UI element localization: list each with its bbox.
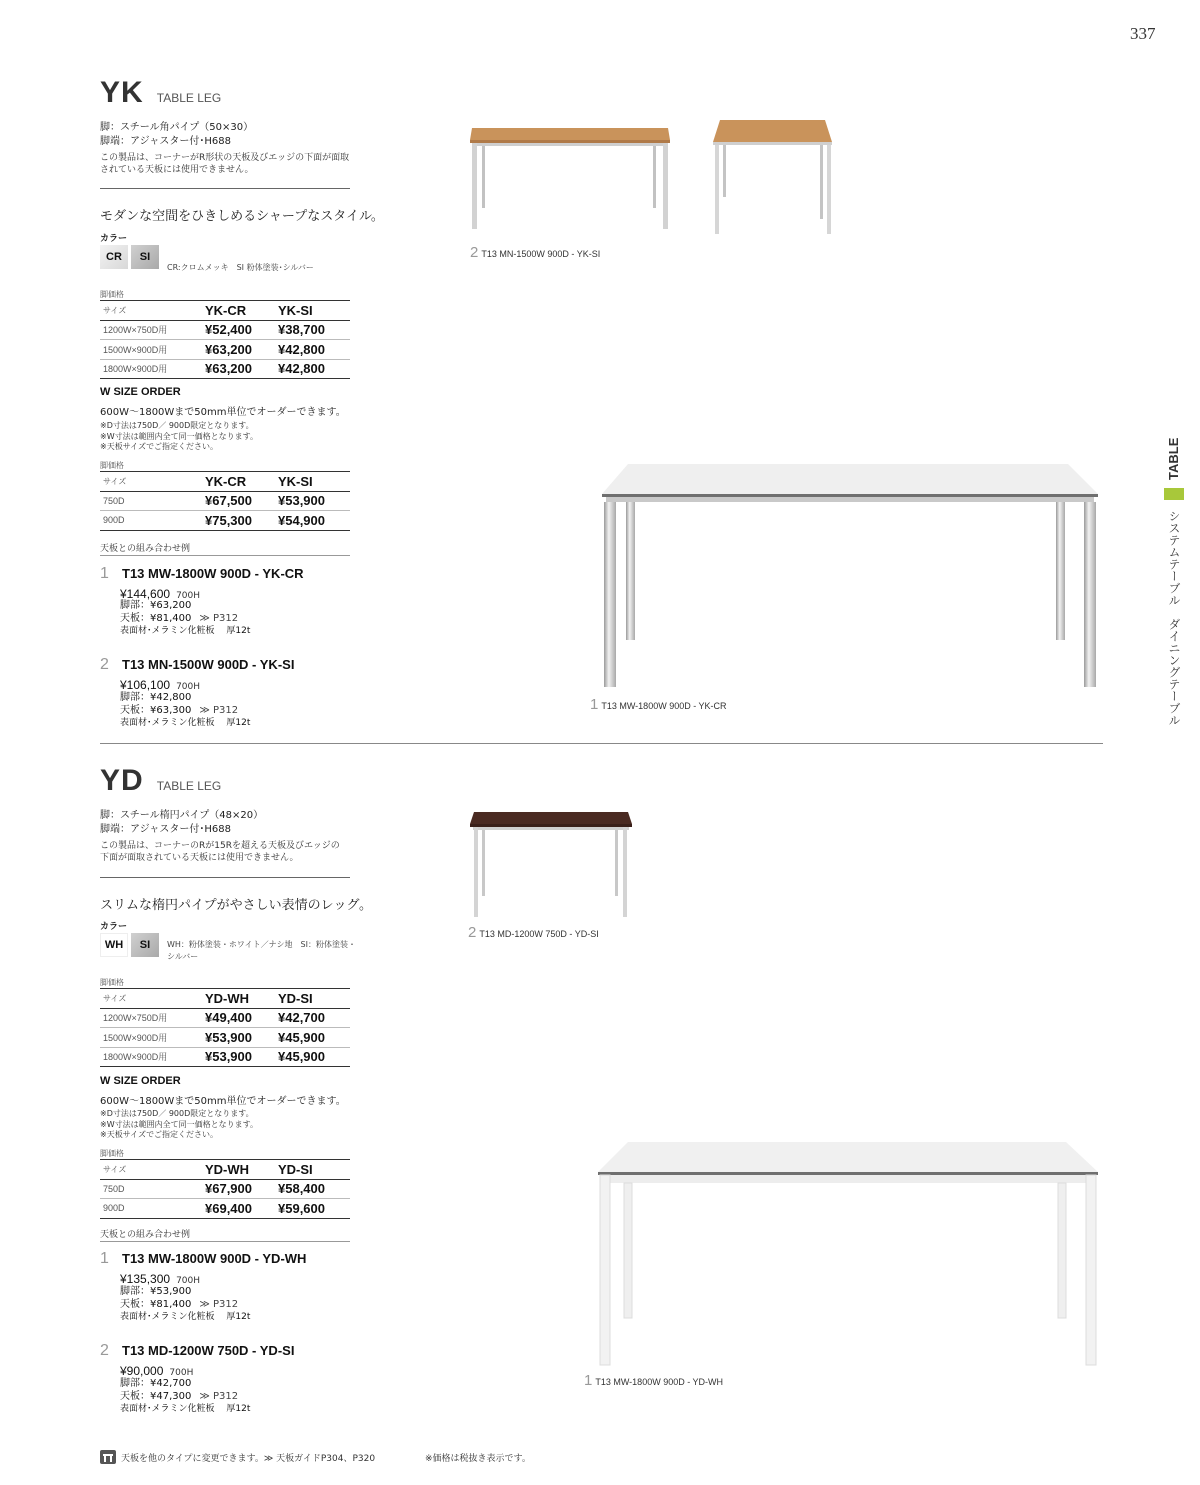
- example-name: T13 MW-1800W 900D - YD-WH: [122, 1251, 307, 1266]
- yk-note-line2: されている天板には使用できません。: [100, 165, 254, 175]
- example-page-ref: ≫ P312: [199, 705, 239, 716]
- header-si: YD-SI: [278, 1160, 350, 1180]
- cell-price: ¥38,700: [278, 320, 350, 340]
- example-material: 表面材･メラミン化粧板 厚12t: [120, 1404, 251, 1414]
- yd-caption-1: [584, 1372, 723, 1389]
- cell-price: ¥67,900: [205, 1179, 278, 1199]
- yk-code: YK: [100, 76, 144, 109]
- yk-price-label-2: 脚価格: [100, 461, 124, 470]
- example-page-ref: ≫ P312: [199, 613, 239, 624]
- note-line: ※D寸法は750D／ 900D限定となります。: [100, 1109, 254, 1118]
- cell-price: ¥58,400: [278, 1179, 350, 1199]
- yd-color-chip-si: SI: [131, 933, 159, 957]
- note-line: ※W寸法は範囲内全て同一価格となります。: [100, 431, 258, 441]
- header-si: YK-SI: [278, 472, 350, 492]
- example-height: 700H: [176, 682, 201, 692]
- yk-color-chip-cr: CR: [100, 245, 128, 269]
- yd-example-1-detail: [120, 1285, 250, 1324]
- caption-number: 1: [590, 696, 599, 713]
- yd-example-1: [100, 1248, 306, 1268]
- cell-size: 1500W×900D用: [100, 340, 205, 360]
- side-index-label: TABLE: [1166, 437, 1181, 480]
- yk-note: [100, 152, 349, 176]
- yk-caption-2: [470, 244, 600, 261]
- cell-price: ¥63,200: [205, 340, 278, 360]
- yd-price-label: 脚価格: [100, 978, 124, 987]
- yd-spec: [100, 809, 263, 837]
- yk-catchphrase: モダンな空間をひきしめるシャープなスタイル。: [100, 209, 384, 224]
- yd-wsize-price-table: [100, 1159, 350, 1219]
- yk-caption-1: [590, 696, 727, 713]
- yd-wsize-title: W SIZE ORDER: [100, 1075, 181, 1087]
- divider: [100, 188, 350, 189]
- cell-size: 900D: [100, 1199, 205, 1219]
- cell-price: ¥42,800: [278, 359, 350, 379]
- example-name: T13 MW-1800W 900D - YK-CR: [122, 566, 304, 581]
- header-wh: YD-WH: [205, 1160, 278, 1180]
- page-number: 337: [1130, 24, 1156, 43]
- example-top-price: 天板：¥63,300: [120, 705, 192, 716]
- yd-spec-end: 脚端：アジャスター付･H688: [100, 824, 232, 835]
- caption-text: T13 MN-1500W 900D - YK-SI: [481, 249, 601, 259]
- table-row: [100, 359, 350, 379]
- cell-price: ¥75,300: [205, 511, 278, 531]
- header-wh: YD-WH: [205, 989, 278, 1009]
- yk-si-oak-tables-image: [465, 120, 845, 240]
- divider: [100, 555, 350, 556]
- example-top-price: 天板：¥81,400: [120, 1299, 192, 1310]
- yk-spec-end: 脚端：アジャスター付･H688: [100, 136, 232, 147]
- example-name: T13 MN-1500W 900D - YK-SI: [122, 657, 295, 672]
- caption-number: 1: [584, 1372, 593, 1389]
- yd-catchphrase: スリムな楕円パイプがやさしい表情のレッグ。: [100, 898, 372, 913]
- header-size: サイズ: [100, 989, 205, 1009]
- yd-wsize-notes: [100, 1109, 258, 1141]
- cell-price: ¥42,700: [278, 1008, 350, 1028]
- yd-color-chip-wh: WH: [100, 933, 128, 957]
- cell-size: 1500W×900D用: [100, 1028, 205, 1048]
- cell-price: ¥53,900: [205, 1047, 278, 1067]
- example-material: 表面材･メラミン化粧板 厚12t: [120, 626, 251, 636]
- note-line: ※天板サイズでご指定ください。: [100, 1130, 219, 1139]
- example-top-price: 天板：¥81,400: [120, 613, 192, 624]
- yd-caption-2: [468, 924, 599, 941]
- table-row: [100, 1199, 350, 1219]
- table-header-row: [100, 301, 350, 321]
- example-number: 1: [100, 565, 109, 582]
- header-si: YD-SI: [278, 989, 350, 1009]
- yd-note: [100, 840, 340, 864]
- yk-spec-leg: 脚：スチール角パイプ（50×30）: [100, 122, 254, 133]
- cell-price: ¥67,500: [205, 491, 278, 511]
- cell-price: ¥53,900: [278, 491, 350, 511]
- example-leg-price: 脚部：¥53,900: [120, 1286, 192, 1297]
- cell-size: 1200W×750D用: [100, 1008, 205, 1028]
- side-index-marker: [1164, 488, 1184, 500]
- yd-example-2-detail: [120, 1377, 250, 1416]
- section-divider: [100, 743, 1103, 744]
- cell-price: ¥63,200: [205, 359, 278, 379]
- yk-color-desc: CR:クロムメッキ SI 粉体塗装･シルバー: [167, 263, 314, 272]
- divider: [100, 877, 350, 878]
- yd-note-line1: この製品は、コーナーのRが15Rを超える天板及びエッジの: [100, 841, 340, 851]
- cell-price: ¥52,400: [205, 320, 278, 340]
- caption-number: 2: [468, 924, 477, 941]
- table-row: [100, 491, 350, 511]
- yk-example-2: [100, 654, 294, 674]
- yk-subtitle: TABLE LEG: [156, 91, 222, 105]
- example-leg-price: 脚部：¥63,200: [120, 600, 192, 611]
- yd-example-title: 天板との組み合わせ例: [100, 1230, 191, 1240]
- example-page-ref: ≫ P312: [199, 1299, 239, 1310]
- yk-wsize-notes: [100, 421, 258, 453]
- yd-color-desc: [167, 939, 356, 963]
- header-size: サイズ: [100, 1160, 205, 1180]
- table-row: [100, 1028, 350, 1048]
- caption-number: 2: [470, 244, 479, 261]
- yk-price-table: [100, 300, 350, 379]
- top-change-icon: [100, 1450, 116, 1464]
- yk-note-line1: この製品は、コーナーがR形状の天板及びエッジの下面が面取: [100, 153, 350, 163]
- yd-color-label: カラー: [100, 922, 128, 932]
- yk-cr-white-table-image: [598, 462, 1103, 692]
- table-row: [100, 1008, 350, 1028]
- yk-wsize-desc: 600W～1800Wまで50mm単位でオーダーできます。: [100, 407, 346, 418]
- table-row: [100, 1047, 350, 1067]
- yk-spec: [100, 121, 253, 149]
- example-price: ¥144,600: [120, 587, 171, 601]
- example-page-ref: ≫ P312: [199, 1391, 239, 1402]
- cell-size: 1200W×750D用: [100, 320, 205, 340]
- yk-wsize-title: W SIZE ORDER: [100, 386, 181, 398]
- caption-text: T13 MW-1800W 900D - YD-WH: [595, 1377, 724, 1387]
- yk-wsize-price-table: [100, 471, 350, 531]
- yk-example-2-detail: [120, 691, 250, 730]
- header-size: サイズ: [100, 472, 205, 492]
- cell-size: 1800W×900D用: [100, 359, 205, 379]
- footer-note-left: 天板を他のタイプに変更できます。≫ 天板ガイドP304、P320: [121, 1454, 376, 1464]
- example-height: 700H: [169, 1368, 194, 1378]
- cell-price: ¥59,600: [278, 1199, 350, 1219]
- cell-size: 750D: [100, 491, 205, 511]
- yd-note-line2: 下面が面取されている天板には使用できません。: [100, 853, 299, 863]
- example-price: ¥90,000: [120, 1364, 164, 1378]
- header-size: サイズ: [100, 301, 205, 321]
- header-cr: YK-CR: [205, 472, 278, 492]
- cell-size: 900D: [100, 511, 205, 531]
- side-index-category: システムテーブル ダイニングテーブル: [1167, 510, 1181, 726]
- yk-example-1-detail: [120, 599, 250, 638]
- yd-code: YD: [100, 764, 144, 797]
- yk-example-1: [100, 563, 304, 583]
- yd-si-walnut-table-image: [468, 808, 636, 920]
- header-cr: YK-CR: [205, 301, 278, 321]
- example-leg-price: 脚部：¥42,700: [120, 1378, 192, 1389]
- example-leg-price: 脚部：¥42,800: [120, 692, 192, 703]
- yk-title-block: [100, 76, 221, 110]
- note-line: ※D寸法は750D／ 900D限定となります。: [100, 421, 254, 430]
- color-desc-line: シルバー: [167, 952, 199, 961]
- example-height: 700H: [176, 1276, 201, 1286]
- footer-note-right: ※価格は税抜き表示です。: [425, 1454, 531, 1464]
- yk-color-label: カラー: [100, 234, 128, 244]
- cell-price: ¥45,900: [278, 1047, 350, 1067]
- table-row: [100, 340, 350, 360]
- color-desc-line: WH：粉体塗装・ホワイト／ナシ地 SI：粉体塗装・: [167, 940, 356, 949]
- yd-wsize-desc: 600W～1800Wまで50mm単位でオーダーできます。: [100, 1096, 346, 1107]
- yd-subtitle: TABLE LEG: [156, 779, 222, 793]
- yd-spec-leg: 脚：スチール楕円パイプ（48×20）: [100, 810, 264, 821]
- example-height: 700H: [176, 591, 201, 601]
- table-row: [100, 1179, 350, 1199]
- table-header-row: [100, 989, 350, 1009]
- table-row: [100, 511, 350, 531]
- header-si: YK-SI: [278, 301, 350, 321]
- side-index: [1164, 432, 1186, 726]
- yd-example-2: [100, 1340, 294, 1360]
- cell-size: 750D: [100, 1179, 205, 1199]
- yk-price-label: 脚価格: [100, 290, 124, 299]
- cell-price: ¥54,900: [278, 511, 350, 531]
- cell-price: ¥45,900: [278, 1028, 350, 1048]
- table-header-row: [100, 472, 350, 492]
- table-header-row: [100, 1160, 350, 1180]
- yd-wh-white-table-image: [594, 1138, 1104, 1370]
- caption-text: T13 MW-1800W 900D - YK-CR: [601, 701, 727, 711]
- yd-title-block: [100, 764, 221, 798]
- example-number: 2: [100, 656, 109, 673]
- cell-price: ¥49,400: [205, 1008, 278, 1028]
- example-number: 1: [100, 1250, 109, 1267]
- yk-color-chip-si: SI: [131, 245, 159, 269]
- cell-price: ¥53,900: [205, 1028, 278, 1048]
- yd-price-label-2: 脚価格: [100, 1149, 124, 1158]
- table-row: [100, 320, 350, 340]
- example-number: 2: [100, 1342, 109, 1359]
- example-price: ¥106,100: [120, 678, 171, 692]
- divider: [100, 1241, 350, 1242]
- example-material: 表面材･メラミン化粧板 厚12t: [120, 1312, 251, 1322]
- yk-example-title: 天板との組み合わせ例: [100, 544, 191, 554]
- caption-text: T13 MD-1200W 750D - YD-SI: [479, 929, 599, 939]
- cell-size: 1800W×900D用: [100, 1047, 205, 1067]
- example-price: ¥135,300: [120, 1272, 171, 1286]
- note-line: ※W寸法は範囲内全て同一価格となります。: [100, 1119, 258, 1129]
- example-material: 表面材･メラミン化粧板 厚12t: [120, 718, 251, 728]
- example-name: T13 MD-1200W 750D - YD-SI: [122, 1343, 295, 1358]
- cell-price: ¥42,800: [278, 340, 350, 360]
- yd-price-table: [100, 988, 350, 1067]
- example-top-price: 天板：¥47,300: [120, 1391, 192, 1402]
- note-line: ※天板サイズでご指定ください。: [100, 442, 219, 451]
- cell-price: ¥69,400: [205, 1199, 278, 1219]
